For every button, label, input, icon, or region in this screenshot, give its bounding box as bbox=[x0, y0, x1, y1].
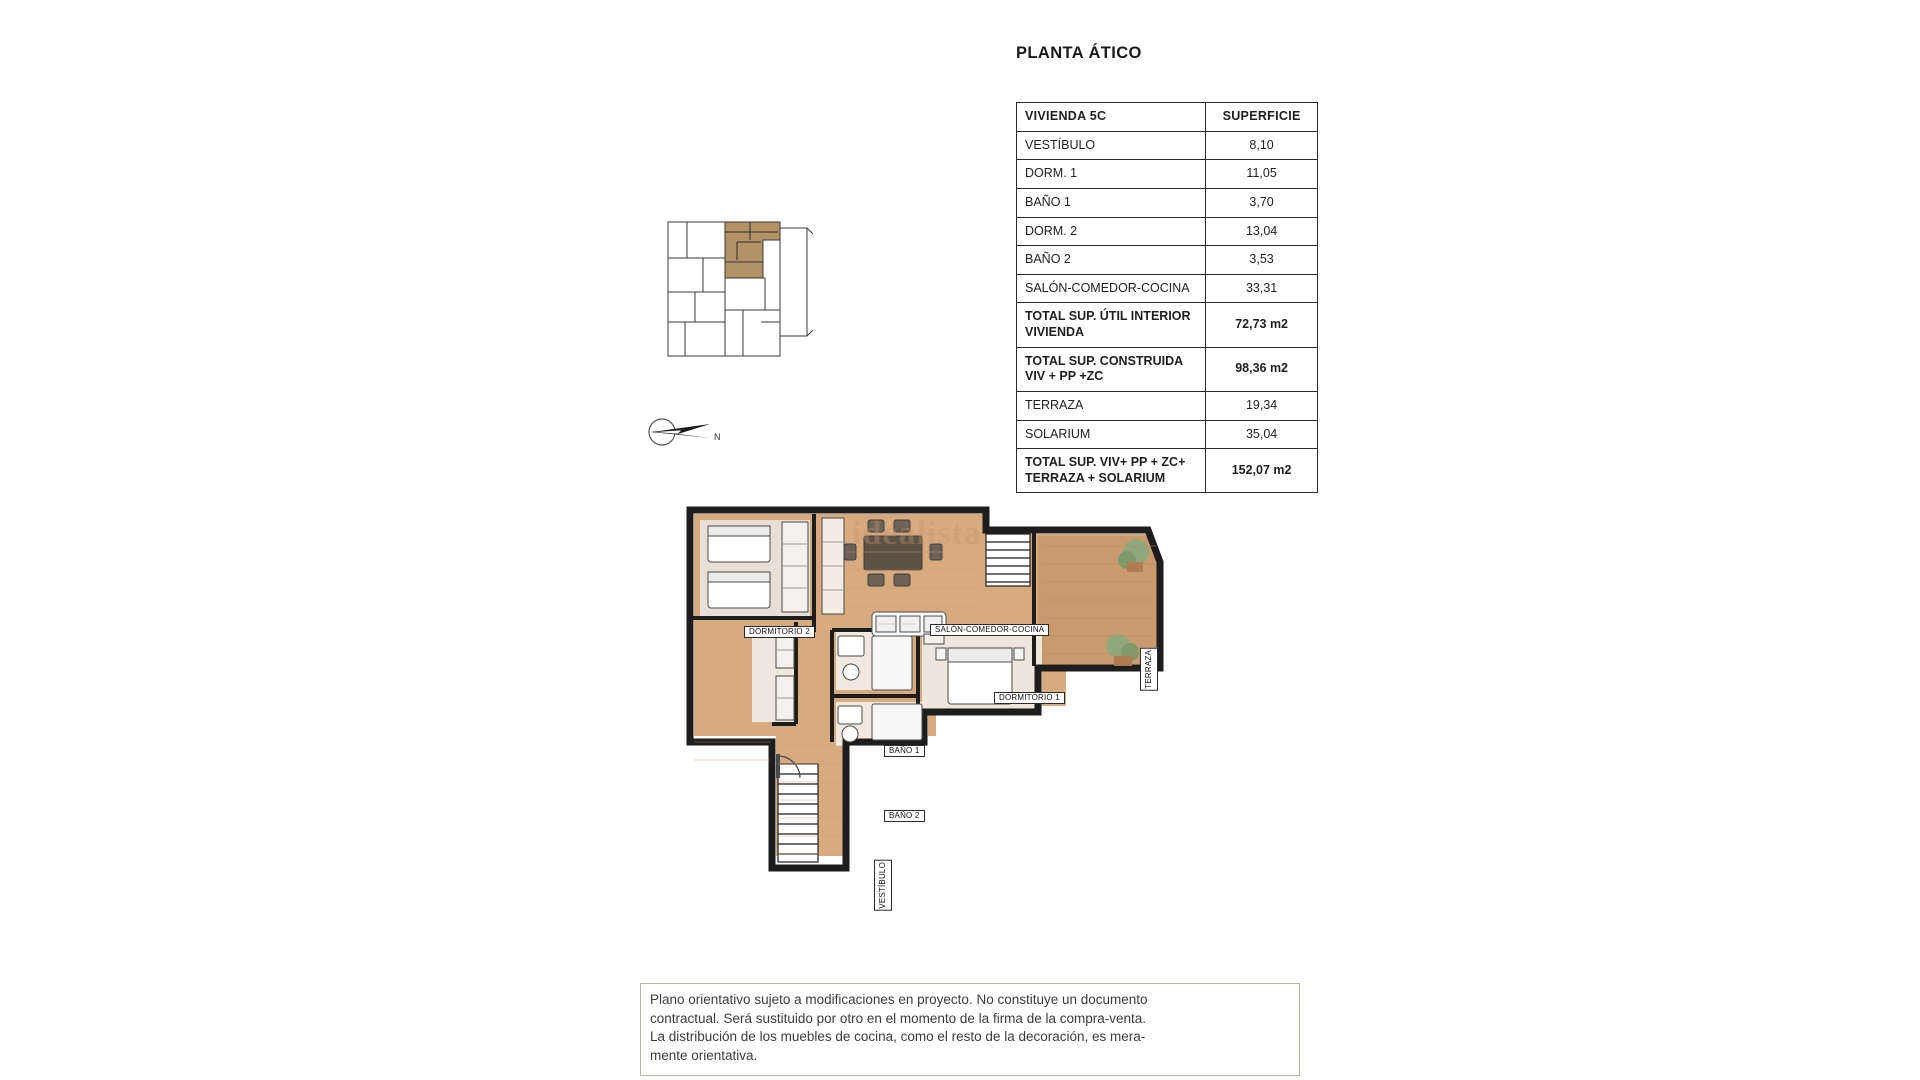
disclaimer-line-2: contractual. Será sustituido por otro en el momento de la firma de la compra-venta. bbox=[650, 1010, 1146, 1026]
north-compass bbox=[648, 408, 723, 456]
row-value: 3,53 bbox=[1206, 246, 1318, 275]
row-value: 13,04 bbox=[1206, 217, 1318, 246]
row-value: 11,05 bbox=[1206, 160, 1318, 189]
floorplan-drawing bbox=[686, 506, 1231, 981]
disclaimer-line-4: mente orientativa. bbox=[650, 1047, 758, 1063]
table-row bbox=[1017, 391, 1318, 420]
room-label-dormitorio-1: DORMITORIO 1 bbox=[994, 692, 1065, 704]
row-value: 98,36 m2 bbox=[1206, 347, 1318, 391]
row-name: SALÓN-COMEDOR-COCINA bbox=[1017, 274, 1206, 303]
row-name: TOTAL SUP. CONSTRUIDA VIV + PP +ZC bbox=[1017, 347, 1206, 391]
compass-north-label: N bbox=[714, 432, 721, 442]
row-name: SOLARIUM bbox=[1017, 420, 1206, 449]
table-row bbox=[1017, 160, 1318, 189]
table-row-total bbox=[1017, 303, 1318, 347]
row-value: 19,34 bbox=[1206, 391, 1318, 420]
row-value: 72,73 m2 bbox=[1206, 303, 1318, 347]
table-row bbox=[1017, 420, 1318, 449]
table-row bbox=[1017, 131, 1318, 160]
table-header-value: SUPERFICIE bbox=[1206, 103, 1318, 132]
row-name: VESTÍBULO bbox=[1017, 131, 1206, 160]
row-name: TOTAL SUP. ÚTIL INTERIOR VIVIENDA bbox=[1017, 303, 1206, 347]
table-row-total bbox=[1017, 347, 1318, 391]
row-name: BAÑO 2 bbox=[1017, 246, 1206, 275]
row-value: 33,31 bbox=[1206, 274, 1318, 303]
row-value: 3,70 bbox=[1206, 188, 1318, 217]
table-row bbox=[1017, 246, 1318, 275]
row-name: TOTAL SUP. VIV+ PP + ZC+ TERRAZA + SOLARIUM bbox=[1017, 449, 1206, 493]
row-name: DORM. 1 bbox=[1017, 160, 1206, 189]
table-row-total bbox=[1017, 449, 1318, 493]
room-label-dormitorio-2: DORMITORIO 2 bbox=[744, 626, 815, 638]
row-value: 8,10 bbox=[1206, 131, 1318, 160]
table-row bbox=[1017, 217, 1318, 246]
table-row bbox=[1017, 274, 1318, 303]
room-label-bano-2: BAÑO 2 bbox=[884, 810, 925, 822]
room-label-terraza: TERRAZA bbox=[1140, 648, 1158, 691]
surface-table bbox=[1016, 102, 1318, 493]
table-header-name: VIVIENDA 5C bbox=[1017, 103, 1206, 132]
disclaimer-line-1: Plano orientativo sujeto a modificaciones en proyecto. No constituye un documento bbox=[650, 992, 1148, 1007]
row-value: 35,04 bbox=[1206, 420, 1318, 449]
room-label-bano-1: BAÑO 1 bbox=[884, 745, 925, 757]
room-label-vestibulo: VESTÍBULO bbox=[874, 860, 892, 911]
row-name: TERRAZA bbox=[1017, 391, 1206, 420]
row-name: BAÑO 1 bbox=[1017, 188, 1206, 217]
watermark: idealista bbox=[852, 515, 982, 552]
table-header-row bbox=[1017, 103, 1318, 132]
table-row bbox=[1017, 188, 1318, 217]
disclaimer-line-3: La distribución de los muebles de cocina, como el resto de la decoración, es mera- bbox=[650, 1029, 1146, 1045]
disclaimer-box bbox=[640, 983, 1300, 1076]
keyplan-diagram bbox=[665, 218, 830, 361]
page-title: PLANTA ÁTICO bbox=[1016, 44, 1142, 62]
row-name: DORM. 2 bbox=[1017, 217, 1206, 246]
room-label-salon: SALÓN-COMEDOR-COCINA bbox=[930, 624, 1049, 636]
row-value: 152,07 m2 bbox=[1206, 449, 1318, 493]
